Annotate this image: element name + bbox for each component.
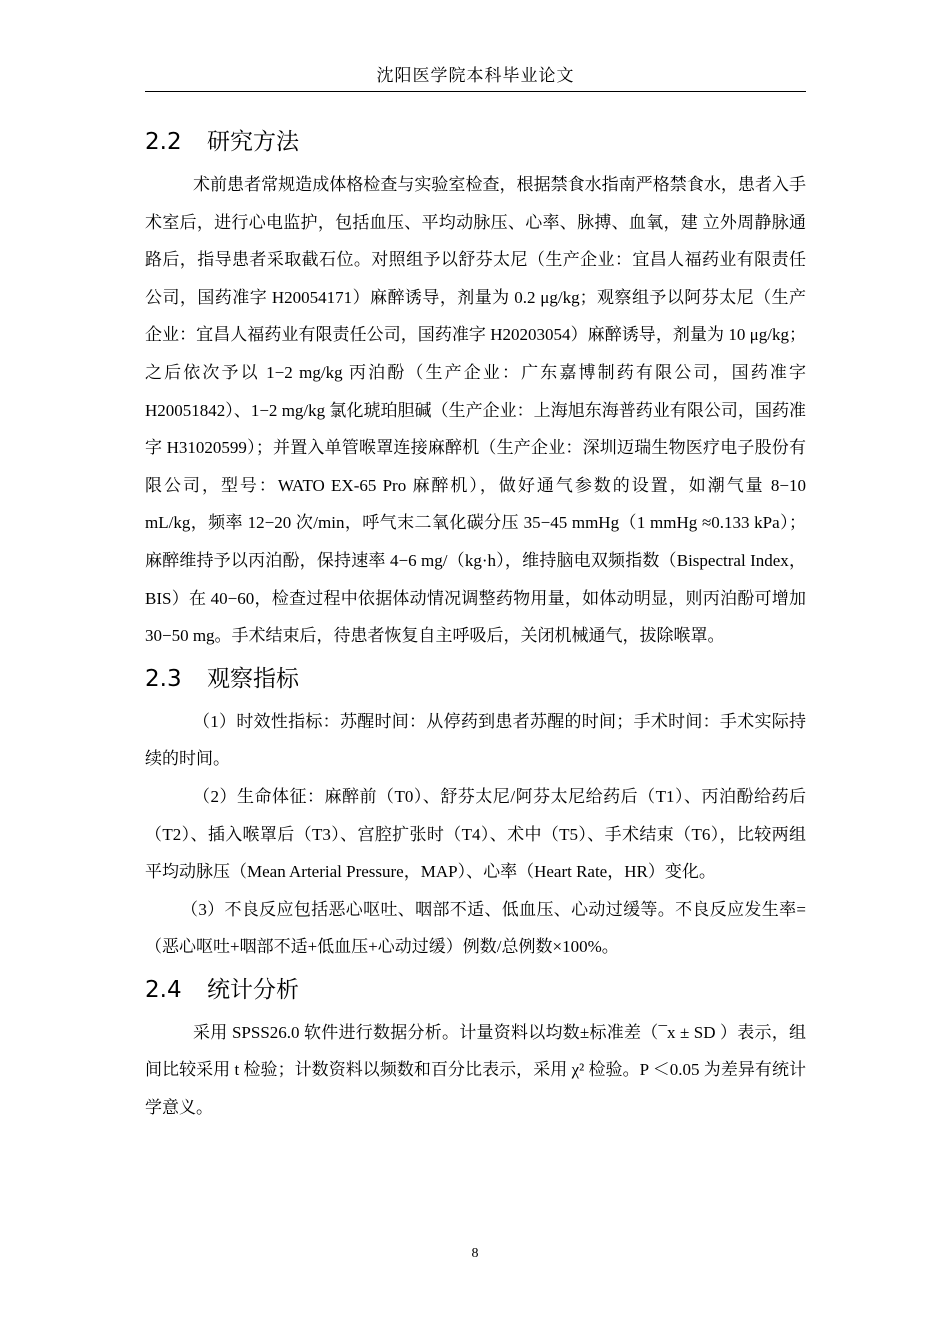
running-header: 沈阳医学院本科毕业论文 [376, 66, 575, 86]
section-number: 2.4 [145, 976, 182, 1003]
header-rule [145, 91, 806, 92]
page-body [145, 118, 806, 1127]
section-heading-2-2 [145, 118, 806, 166]
paragraph-statistics: 采用 SPSS26.0 软件进行数据分析。计量资料以均数±标准差（¯x ± SD ）表示，组间比较采用 t 检验；计数资料以频数和百分比表示，采用 χ² 检验。P ＜0.05 为差异有统计学意义。 [145, 1022, 806, 1118]
paragraph-indicator-1: （1）时效性指标：苏醒时间：从停药到患者苏醒的时间；手术时间：手术实际持续的时间。 [145, 711, 806, 769]
paragraph-research-methods: 术前患者常规造成体格检查与实验室检查，根据禁食水指南严格禁食水，患者入手术室后，进行心电监护，包括血压、平均动脉压、心率、脉搏、血氧，建 立外周静脉通路后，指导患者采取截石位。对照组予以舒芬太尼（生产企业：宜昌人福药业有限责任公司，国药准字 H20054171）麻醉诱导，剂量为 0.2 μg/kg；观察组予以阿芬太尼（生产企业：宜昌人福药业有限责任公司，国药准字 H20203054）麻醉诱导，剂量为 10 μg/kg；之后依次予以 1−2 mg/kg 丙泊酚（生产企业：广东嘉博制药有限公司，国药准字 H20051842）、1−2 mg/kg 氯化琥珀胆碱（生产企业：上海旭东海普药业有限公司，国药准字 H31020599）；并置入单管喉罩连接麻醉机（生产企业：深圳迈瑞生物医疗电子股份有限公司，型号：WATO EX-65 Pro 麻醉机），做好通气参数的设置，如潮气量 8−10 mL/kg，频率 12−20 次/min，呼气末二氧化碳分压 35−45 mmHg（1 mmHg ≈0.133 kPa）；麻醉维持予以丙泊酚，保持速率 4−6 mg/（kg·h），维持脑电双频指数（Bispectral Index，BIS）在 40−60，检查过程中依据体动情况调整药物用量，如体动明显，则丙泊酚可增加 30−50 mg。手术结束后，待患者恢复自主呼吸后，关闭机械通气，拔除喉罩。 [145, 175, 806, 646]
section-title: 研究方法 [207, 129, 299, 155]
section-heading-2-3 [145, 655, 806, 703]
section-title: 观察指标 [207, 665, 299, 692]
paragraph-indicator-3: （3）不良反应包括恶心呕吐、咽部不适、低血压、心动过缓等。不良反应发生率=（恶心呕吐+咽部不适+低血压+心动过缓）例数/总例数×100%。 [145, 899, 806, 957]
paragraph-indicator-2: （2）生命体征：麻醉前（T0）、舒芬太尼/阿芬太尼给药后（T1）、丙泊酚给药后（T2）、插入喉罩后（T3）、宫腔扩张时（T4）、术中（T5）、手术结束（T6），比较两组平均动脉压（Mean Arterial Pressure，MAP）、心率（Heart Rate，HR）变化。 [145, 786, 806, 882]
section-number: 2.3 [145, 665, 182, 692]
section-title: 统计分析 [207, 976, 299, 1003]
page-number: 8 [471, 1246, 479, 1261]
section-heading-2-4 [145, 966, 806, 1014]
section-number: 2.2 [145, 129, 182, 155]
